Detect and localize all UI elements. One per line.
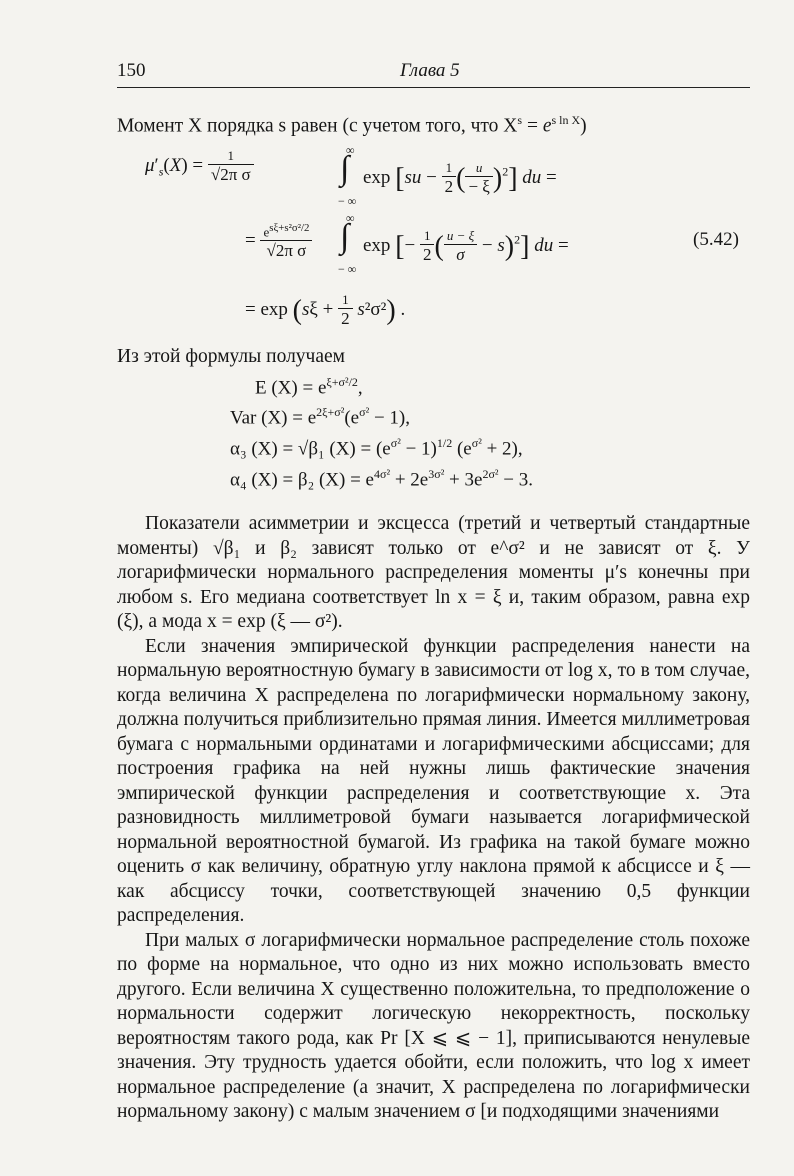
a3-tail: (e — [452, 438, 472, 460]
var-text: Var (X) = e — [230, 407, 317, 429]
var-tail-exp: σ² — [359, 405, 370, 419]
formula-alpha3 — [230, 436, 523, 460]
a4-end: − 3. — [498, 469, 533, 491]
integral-lower-1: − ∞ — [338, 194, 357, 208]
chapter-title: Глава 5 — [400, 60, 460, 81]
intro-sup: s — [517, 113, 523, 127]
var-tail: (e — [344, 407, 360, 429]
a3-exp2: 1/2 — [436, 436, 453, 450]
integral-upper-2: ∞ — [346, 211, 355, 225]
a3-mid: − 1) — [400, 438, 437, 460]
formula-var — [230, 405, 410, 429]
page-number: 150 — [117, 60, 146, 81]
frac-1: $\frac{1}{\text{√2π σ}}$ — [208, 148, 254, 185]
formula-alpha4 — [230, 467, 533, 491]
body-text — [117, 512, 750, 1125]
intro-exp: s ln X — [551, 113, 581, 127]
formula-mean: E $(X) = e^{\xi+\sigma^2/2}$, — [255, 375, 363, 399]
paragraph-1: Показатели асимметрии и эксцесса (третий и четвертый стандартные моменты) √β₁ и β₂ зависят только от e^σ² и не зависят от ξ. У логарифмически нормального распределения моменты μ′s конечны при любом s. Его медиана соответствует ln x = ξ и, таким образом, равна exp (ξ), а мода x = exp (ξ — σ²). — [117, 513, 750, 632]
a4-exp3: 2σ² — [482, 467, 499, 481]
mean-text: E (X) = e — [255, 377, 327, 399]
paragraph-3: При малых σ логарифмически нормальное распределение столь похоже по форме на нормальное, что одно из них можно использовать вместо другого. Если величина X существенно положительна, то предположение о нормальности содержит логическую некорректность, поскольку вероятностям такого рода, как Pr [X ⩽ ⩽ − 1], приписываются ненулевые значения. Эту трудность удается обойти, если положить, что log x имеет нормальное распределение (а значит, X распределена по логарифмически нормальному закону) с малым значением σ [и подходящими значениями — [117, 929, 750, 1122]
a3-end: + 2), — [481, 438, 523, 460]
intro-line: Момент X порядка s равен (с учетом того, что $X^s = e^{s ln X}$) — [117, 113, 587, 137]
running-header — [117, 60, 750, 86]
paragraph-2: Если значения эмпирической функции распределения нанести на нормальную вероятностную бумагу в зависимости от log x, то в том случае, когда величина X распределена по логарифмически нормальному закону, должна получиться приблизительно прямая линия. Имеется миллиметровая бумага с нормальными ординатами и логарифмическими абсциссами; для построения графика на ней нужны лишь фактические значения эмпирической функции распределения и соответствующие x. Эта разновидность миллиметровой бумаги называется логарифмической нормальной вероятностной бумагой. Из графика на такой бумаге можно оценить σ как величину, обратную углу наклона прямой к абсциссе и ξ — как абсциссу точки, соответствующей значению 0,5 функции распределения. — [117, 635, 750, 926]
a3-exp1: σ² — [390, 436, 401, 450]
mean-exp: ξ+σ²/2 — [326, 375, 358, 389]
frac-2: $\frac{e^{s\xi+s^2\sigma^2/2}}{\text{√2π σ}}$ — [260, 222, 312, 261]
equation-line-2-body: exp [− $\frac{1}{2}$ ( $\frac{u - \xi}{\sigma}$ − s)$^2$] du = — [363, 228, 569, 264]
equation-line-3: = exp (sξ + $\frac{1}{2}$ s²σ²) . — [245, 292, 406, 328]
equation-line-1: $\mu'_s(X)$ = $\frac{1}{\text{√2π σ}}$ — [145, 148, 254, 185]
var-end: − 1), — [369, 407, 410, 429]
intro-text: Момент X порядка s равен (с учетом того, что X — [117, 115, 518, 137]
integral-sign-1: ∫ — [340, 150, 350, 187]
intro-close: ) — [580, 115, 587, 137]
a4-exp2: 3σ² — [428, 467, 445, 481]
header-rule — [117, 87, 750, 88]
a4-mid1: + 2e — [390, 469, 429, 491]
var-exp: 2ξ+σ² — [316, 405, 345, 419]
a3-exp3: σ² — [471, 436, 482, 450]
a4-mid2: + 3e — [444, 469, 483, 491]
integral-lower-2: − ∞ — [338, 262, 357, 276]
equation-line-1-body: exp [su − $\frac{1}{2}$ ( $\frac{u}{- \xi}$ )$^2$] du = — [363, 160, 557, 196]
a4-text: α₄ (X) = β₂ (X) = e — [230, 469, 374, 491]
integral-sign-2: ∫ — [340, 218, 350, 255]
formula-lead: Из этой формулы получаем — [117, 346, 346, 367]
equation-line-2: = $\frac{e^{s\xi+s^2\sigma^2/2}}{\text{√2π σ}}$ — [245, 222, 312, 261]
a3-text: α₃ (X) = √β₁ (X) = (e — [230, 438, 391, 460]
integral-upper-1: ∞ — [346, 143, 355, 157]
equation-number: (5.42) — [693, 229, 739, 250]
a4-exp1: 4σ² — [373, 467, 391, 481]
